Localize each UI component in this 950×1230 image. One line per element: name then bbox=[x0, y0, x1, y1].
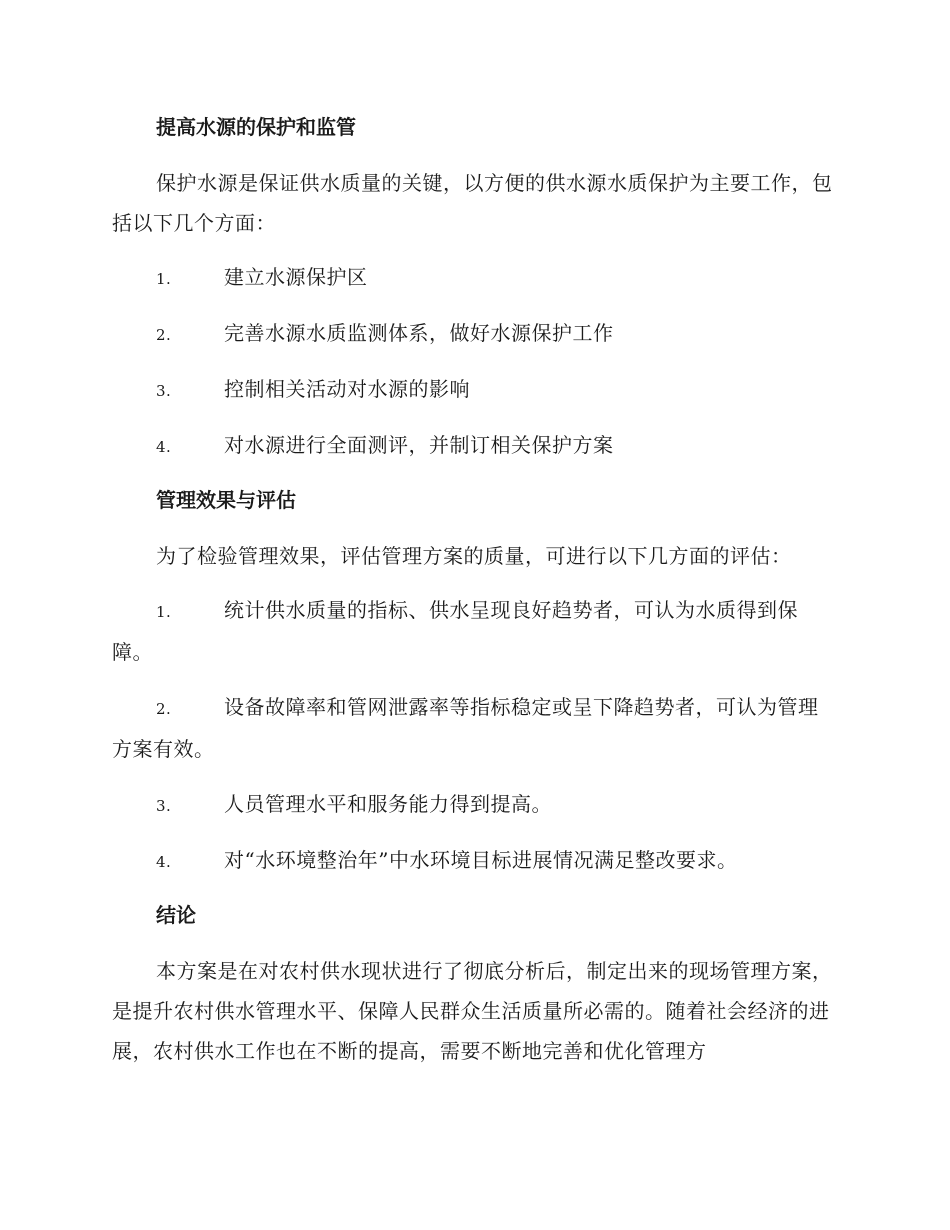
section-heading-water-protection: 提高水源的保护和监管 bbox=[156, 115, 356, 139]
document-body bbox=[112, 108, 836, 1085]
list-item bbox=[112, 425, 836, 467]
list-item-number: 2. bbox=[156, 700, 172, 718]
list-item bbox=[112, 313, 836, 355]
list-item bbox=[112, 840, 836, 882]
section-intro-conclusion: 本方案是在对农村供水现状进行了彻底分析后，制定出来的现场管理方案，是提升农村供水管理水平、保障人民群众生活质量所必需的。随着社会经济的进展，农村供水工作也在不断的提高，需要不断地完善和优化管理方 bbox=[112, 959, 833, 1063]
list-item-number: 4. bbox=[156, 853, 172, 871]
list-item-number: 3. bbox=[156, 382, 172, 400]
list-item-text: 对“水环境整治年”中水环境目标进展情况满足整改要求。 bbox=[224, 848, 738, 872]
section-heading-conclusion: 结论 bbox=[156, 903, 196, 927]
list-item bbox=[112, 590, 836, 672]
list-item-text: 人员管理水平和服务能力得到提高。 bbox=[224, 792, 552, 816]
list-item-text: 设备故障率和管网泄露率等指标稳定或呈下降趋势者，可认为管理方案有效。 bbox=[112, 695, 819, 761]
list-item-number: 3. bbox=[156, 797, 172, 815]
list-item-text: 控制相关活动对水源的影响 bbox=[224, 377, 470, 401]
section-heading-evaluation: 管理效果与评估 bbox=[156, 488, 296, 512]
list-item bbox=[112, 369, 836, 411]
list-item-text: 建立水源保护区 bbox=[224, 265, 368, 289]
list-item-text: 统计供水质量的指标、供水呈现良好趋势者，可认为水质得到保障。 bbox=[112, 598, 798, 664]
section-intro-evaluation: 为了检验管理效果，评估管理方案的质量，可进行以下几方面的评估： bbox=[156, 544, 792, 568]
list-item-number: 1. bbox=[156, 270, 172, 288]
section-intro-water-protection: 保护水源是保证供水质量的关键，以方便的供水源水质保护为主要工作，包括以下几个方面： bbox=[112, 171, 833, 235]
list-item-text: 对水源进行全面测评，并制订相关保护方案 bbox=[224, 433, 614, 457]
list-item-number: 4. bbox=[156, 438, 172, 456]
list-item-text: 完善水源水质监测体系，做好水源保护工作 bbox=[224, 321, 614, 345]
list-item bbox=[112, 687, 836, 769]
list-item bbox=[112, 257, 836, 299]
list-item-number: 1. bbox=[156, 603, 172, 621]
list-item bbox=[112, 784, 836, 826]
list-item-number: 2. bbox=[156, 326, 172, 344]
